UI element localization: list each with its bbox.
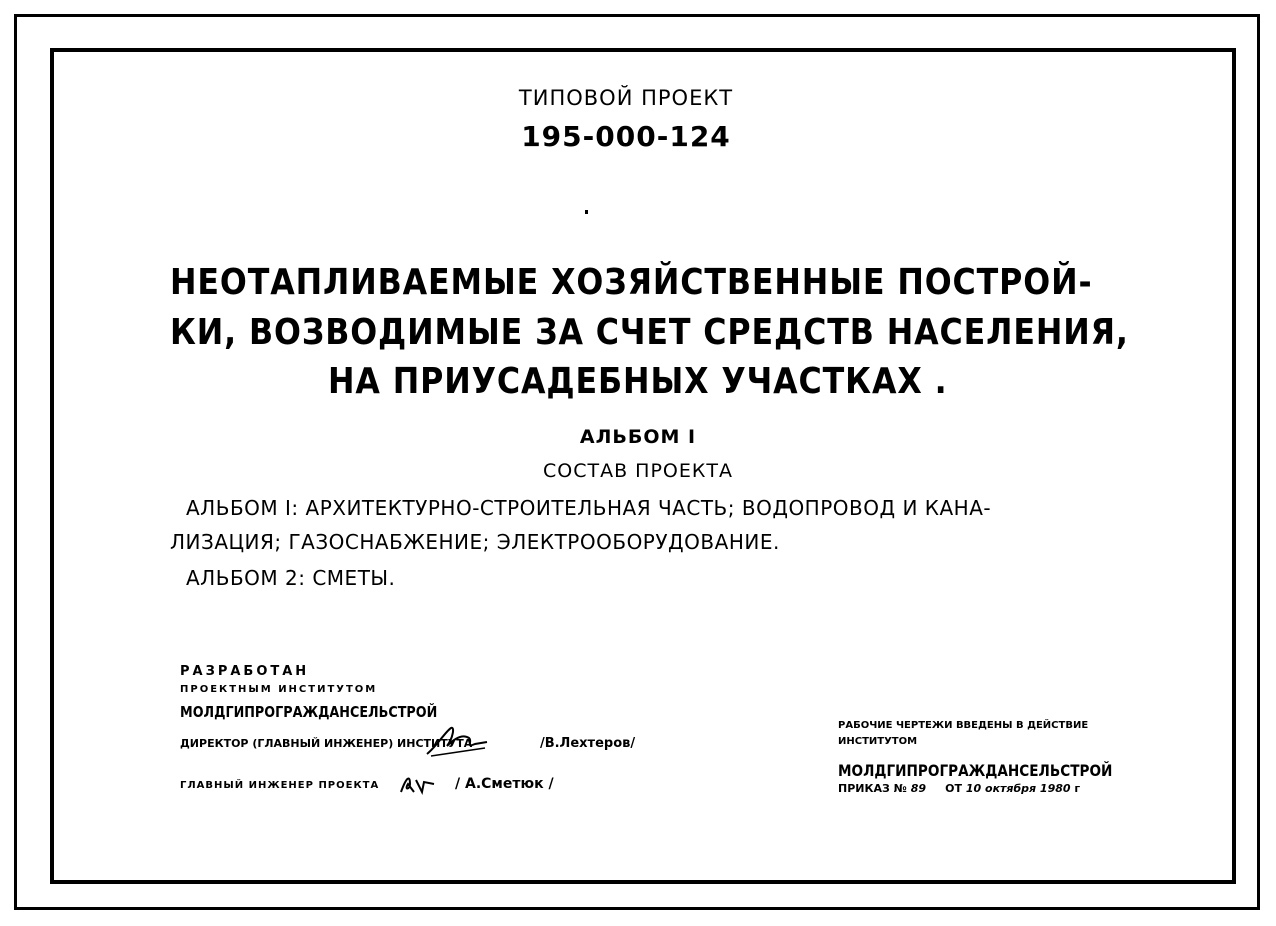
director-signature-icon: [425, 724, 489, 758]
order-number: 89: [910, 782, 927, 795]
chief-engineer-role: ГЛАВНЫЙ ИНЖЕНЕР ПРОЕКТА: [180, 780, 380, 791]
project-number: 195-000-124: [521, 120, 731, 153]
album-heading: АЛЬБОМ I: [579, 426, 697, 448]
introduction-organization: МОЛДГИПРОГРАЖДАНСЕЛЬСТРОЙ: [838, 761, 1113, 780]
director-role: ДИРЕКТОР (ГЛАВНЫЙ ИНЖЕНЕР) ИНСТИТУТА: [180, 737, 473, 750]
order-date: 10 октября 1980: [965, 782, 1071, 795]
developed-by-label: РАЗРАБОТАН: [180, 664, 310, 679]
album1-contents-line1: АЛЬБОМ I: АРХИТЕКТУРНО-СТРОИТЕЛЬНАЯ ЧАСТЬ; ВОДОПРОВОД И КАНА-: [186, 496, 992, 520]
title-line-1: НЕОТАПЛИВАЕМЫЕ ХОЗЯЙСТВЕННЫЕ ПОСТРОЙ-: [170, 262, 1093, 303]
developer-institute-label: ПРОЕКТНЫМ ИНСТИТУТОМ: [180, 684, 378, 695]
order-label: ПРИКАЗ №: [838, 782, 907, 795]
title-line-2: КИ, ВОЗВОДИМЫЕ ЗА СЧЕТ СРЕДСТВ НАСЕЛЕНИЯ,: [170, 312, 1129, 353]
chief-engineer-name: / А.Сметюк /: [455, 776, 554, 792]
project-type-label: ТИПОВОЙ ПРОЕКТ: [518, 86, 734, 110]
ink-dot: [585, 210, 588, 214]
album2-contents: АЛЬБОМ 2: СМЕТЫ.: [186, 566, 396, 590]
order-line: [838, 782, 1080, 795]
album1-contents-line2: ЛИЗАЦИЯ; ГАЗОСНАБЖЕНИЕ; ЭЛЕКТРООБОРУДОВАНИЕ.: [170, 530, 780, 554]
title-line-3: НА ПРИУСАДЕБНЫХ УЧАСТКАХ .: [328, 361, 948, 402]
chief-engineer-signature-icon: [398, 772, 438, 798]
director-line: [180, 736, 635, 751]
developer-organization: МОЛДГИПРОГРАЖДАНСЕЛЬСТРОЙ: [180, 703, 438, 721]
introduction-line1: РАБОЧИЕ ЧЕРТЕЖИ ВВЕДЕНЫ В ДЕЙСТВИЕ: [838, 720, 1089, 731]
order-date-suffix: г: [1074, 782, 1081, 795]
order-date-prefix: ОТ: [945, 782, 963, 795]
director-name: /В.Лехтеров/: [539, 736, 636, 751]
introduction-line2: ИНСТИТУТОМ: [838, 736, 918, 747]
composition-heading: СОСТАВ ПРОЕКТА: [543, 460, 733, 482]
